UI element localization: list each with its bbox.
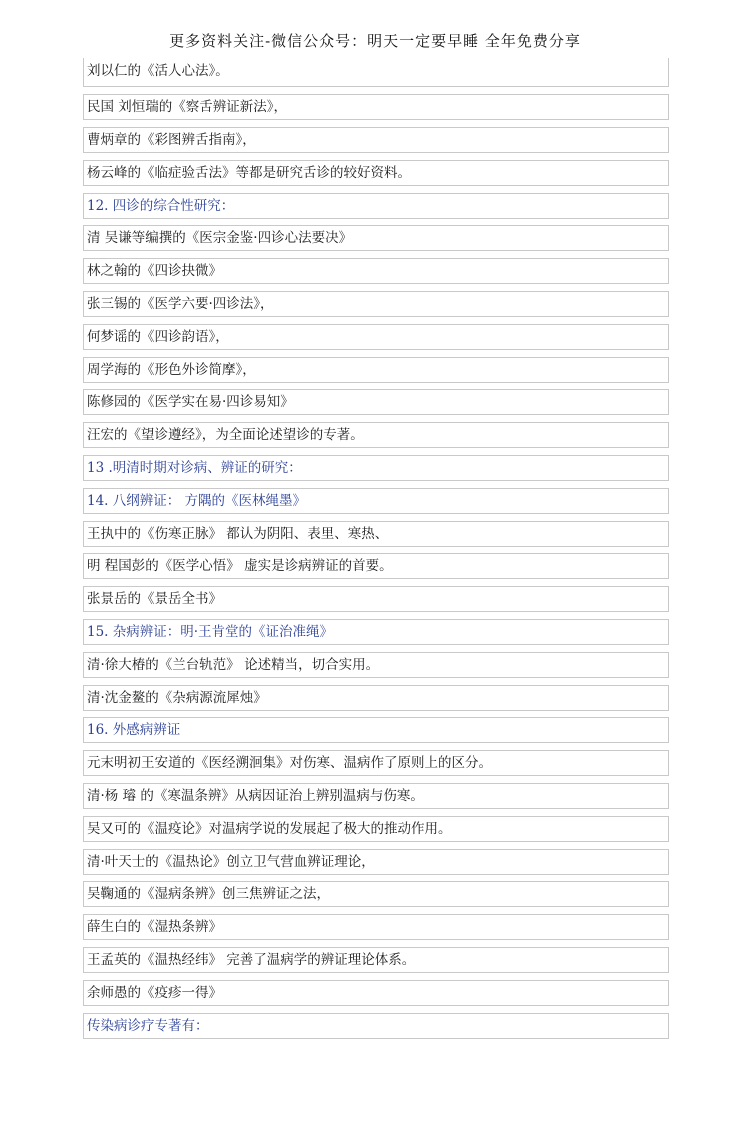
table-row (83, 911, 669, 944)
section-heading: 16. 外感病辨证 (83, 717, 669, 743)
row-text: 刘以仁的《活人心法》。 (83, 58, 669, 87)
table-row (83, 156, 669, 189)
page-header: 更多资料关注-微信公众号：明天一定要早睡 全年免费分享 (169, 32, 581, 50)
table-row (83, 648, 669, 681)
section-heading-row (83, 714, 669, 747)
table-row (83, 320, 669, 353)
table-row (83, 812, 669, 845)
section-heading-row (83, 452, 669, 485)
table-row (83, 255, 669, 288)
section-heading: 14. 八纲辨证： 方隅的《医林绳墨》 (83, 488, 669, 514)
row-text: 明 程国彭的《医学心悟》 虚实是诊病辨证的首要。 (83, 553, 669, 579)
section-heading-row (83, 484, 669, 517)
row-text: 汪宏的《望诊遵经》，为全面论述望诊的专著。 (83, 422, 669, 448)
section-heading: 13 .明清时期对诊病、辨证的研究： (83, 455, 669, 481)
table-row (83, 583, 669, 616)
row-text: 王执中的《伤寒正脉》 都认为阴阳、表里、寒热、 (83, 521, 669, 547)
row-text: 张景岳的《景岳全书》 (83, 586, 669, 612)
row-text: 吴鞠通的《湿病条辨》创三焦辨证之法， (83, 881, 669, 907)
row-text: 林之翰的《四诊抉微》 (83, 258, 669, 284)
table-row (83, 386, 669, 419)
row-text: 杨云峰的《临症验舌法》等都是研究舌诊的较好资料。 (83, 160, 669, 186)
table-row (83, 976, 669, 1009)
row-text: 陈修园的《医学实在易·四诊易知》 (83, 389, 669, 415)
row-text: 余师愚的《疫疹一得》 (83, 980, 669, 1006)
table-row (83, 878, 669, 911)
row-text: 清·杨 璿 的《寒温条辨》从病因证治上辨别温病与伤寒。 (83, 783, 669, 809)
table-row (83, 91, 669, 124)
row-text: 薛生白的《湿热条辨》 (83, 914, 669, 940)
row-text: 元末明初王安道的《医经溯洄集》对伤寒、温病作了原则上的区分。 (83, 750, 669, 776)
row-text: 王孟英的《温热经纬》 完善了温病学的辨证理论体系。 (83, 947, 669, 973)
table-row (83, 780, 669, 813)
table-row (83, 419, 669, 452)
section-heading: 12. 四诊的综合性研究： (83, 193, 669, 219)
row-text: 清·叶天士的《温热论》创立卫气营血辨证理论， (83, 849, 669, 875)
row-text: 清·沈金鳌的《杂病源流犀烛》 (83, 685, 669, 711)
table-row (83, 124, 669, 157)
section-heading-row (83, 616, 669, 649)
content-table (83, 58, 669, 1042)
row-text: 何梦谣的《四诊韵语》， (83, 324, 669, 350)
table-row (83, 353, 669, 386)
row-text: 张三锡的《医学六要·四诊法》， (83, 291, 669, 317)
table-row (83, 944, 669, 977)
row-text: 民国 刘恒瑞的《察舌辨证新法》， (83, 94, 669, 120)
section-heading: 传染病诊疗专著有： (83, 1013, 669, 1039)
row-text: 周学海的《形色外诊简摩》， (83, 357, 669, 383)
row-text: 曹炳章的《彩图辨舌指南》， (83, 127, 669, 153)
table-row (83, 747, 669, 780)
section-heading-row (83, 189, 669, 222)
row-text: 吴又可的《温疫论》对温病学说的发展起了极大的推动作用。 (83, 816, 669, 842)
table-row (83, 222, 669, 255)
row-text: 清·徐大椿的《兰台轨范》 论述精当，切合实用。 (83, 652, 669, 678)
table-row (83, 681, 669, 714)
table-row (83, 517, 669, 550)
table-row (83, 845, 669, 878)
row-text: 清 吴谦等编撰的《医宗金鉴·四诊心法要决》 (83, 225, 669, 251)
section-heading-row (83, 1009, 669, 1042)
table-row (83, 58, 669, 91)
section-heading: 15. 杂病辨证：明·王肯堂的《证治准绳》 (83, 619, 669, 645)
table-row (83, 288, 669, 321)
table-row (83, 550, 669, 583)
